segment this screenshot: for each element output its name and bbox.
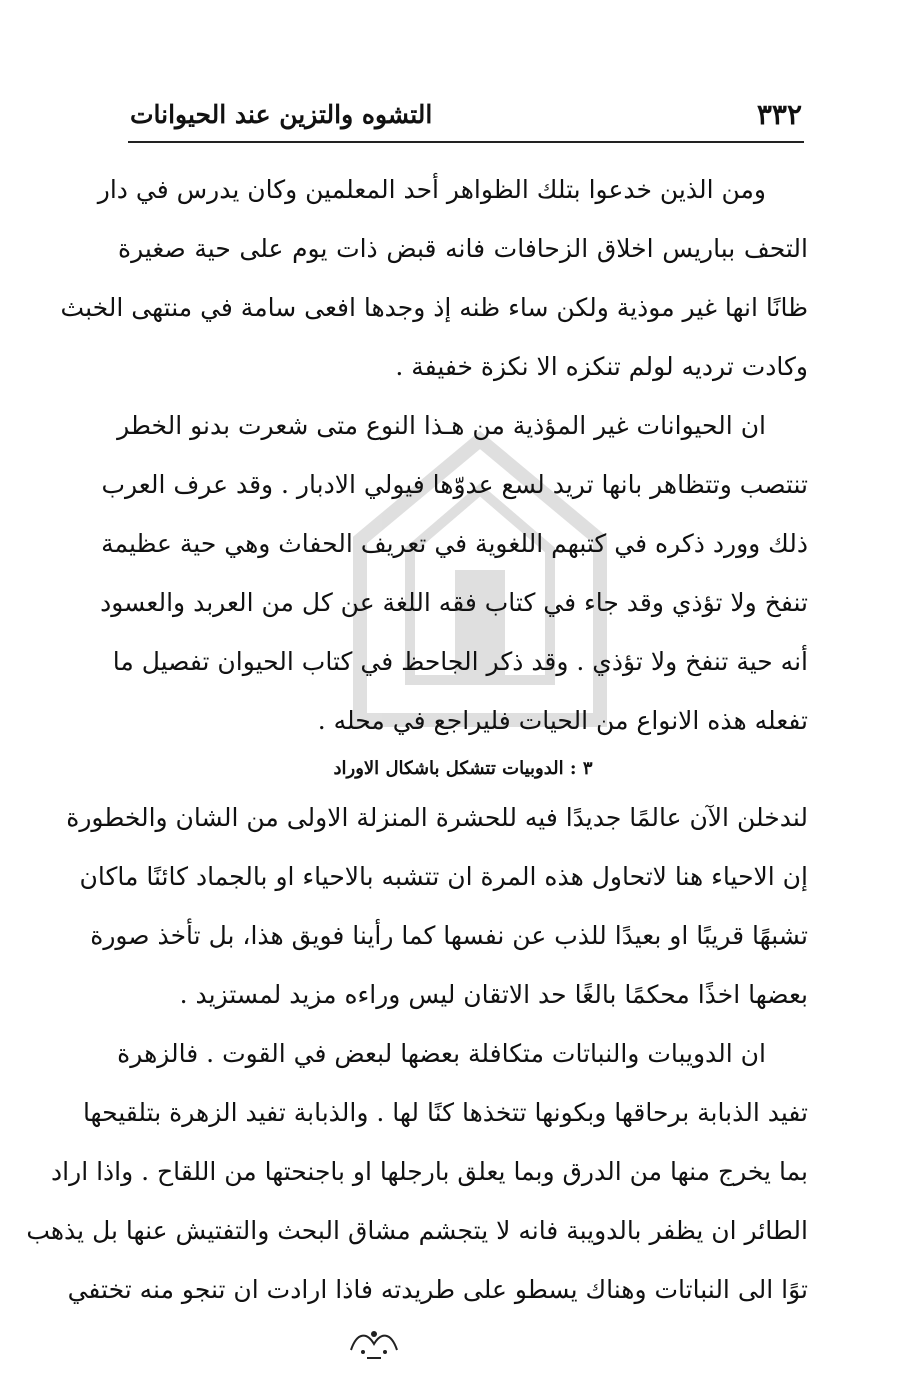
text-line: تشبهًا قريبًا او بعيدًا للذب عن نفسها كما رأينا فويق هذا، بل تأخذ صورة <box>90 921 808 950</box>
text-line: ان الدويبات والنباتات متكافلة بعضها لبعض في القوت . فالزهرة <box>117 1039 766 1068</box>
text-line: تفعله هذه الانواع من الحيات فليراجع في محله . <box>317 706 808 735</box>
text-line: تفيد الذبابة برحاقها وبكونها تتخذها كنًا لها . والذبابة تفيد الزهرة بتلقيحها <box>82 1098 808 1127</box>
text-line: تنتصب وتتظاهر بانها تريد لسع عدوّها فيولي الادبار . وقد عرف العرب <box>101 470 808 499</box>
running-title: التشوه والتزين عند الحيوانات <box>130 99 433 129</box>
header-rule <box>128 141 804 143</box>
text-line: لندخلن الآن عالمًا جديدًا فيه للحشرة المنزلة الاولى من الشان والخطورة <box>66 803 808 832</box>
text-line: أنه حية تنفخ ولا تؤذي . وقد ذكر الجاحظ في كتاب الحيوان تفصيل ما <box>112 647 808 676</box>
text-line: التحف بباريس اخلاق الزحافات فانه قبض ذات يوم على حية صغيرة <box>118 234 808 263</box>
text-line: بعضها اخذًا محكمًا بالغًا حد الاتقان ليس وراءه مزيد لمستزيد . <box>179 980 808 1009</box>
section-heading: ٣ : الدوبيات تتشكل باشكال الاوراد <box>333 758 593 779</box>
page-header <box>130 92 802 136</box>
text-line: توًا الى النباتات وهناك يسطو على طريدته فاذا ارادت ان تنجو منه تختفي <box>67 1275 808 1304</box>
text-line: وكادت ترديه لولم تنكزه الا نكزة خفيفة . <box>395 352 808 381</box>
text-line: بما يخرج منها من الدرق وبما يعلق بارجلها او باجنحتها من اللقاح . واذا اراد <box>51 1157 808 1186</box>
text-line: ان الحيوانات غير المؤذية من هـذا النوع متى شعرت بدنو الخطر <box>117 411 766 440</box>
text-line: ومن الذين خدعوا بتلك الظواهر أحد المعلمين وكان يدرس في دار <box>97 175 766 204</box>
text-line: الطائر ان يظفر بالدويبة فانه لا يتجشم مشاق البحث والتفتيش عنها بل يذهب <box>26 1216 808 1245</box>
text-line: تنفخ ولا تؤذي وقد جاء في كتاب فقه اللغة عن كل من العربد والعسود <box>100 588 808 617</box>
footer-ornament-icon <box>345 1322 403 1362</box>
text-line: ذلك وورد ذكره في كتبهم اللغوية في تعريف الحفاث وهي حية عظيمة <box>101 529 808 558</box>
text-line: إن الاحياء هنا لاتحاول هذه المرة ان تتشبه بالاحياء او بالجماد كائنًا ماكان <box>79 862 808 891</box>
page-number: ٣٣٢ <box>756 97 802 131</box>
body-text <box>26 160 808 1319</box>
text-line: ظانًا انها غير موذية ولكن ساء ظنه إذ وجدها افعى سامة في منتهى الخبث <box>60 293 808 322</box>
